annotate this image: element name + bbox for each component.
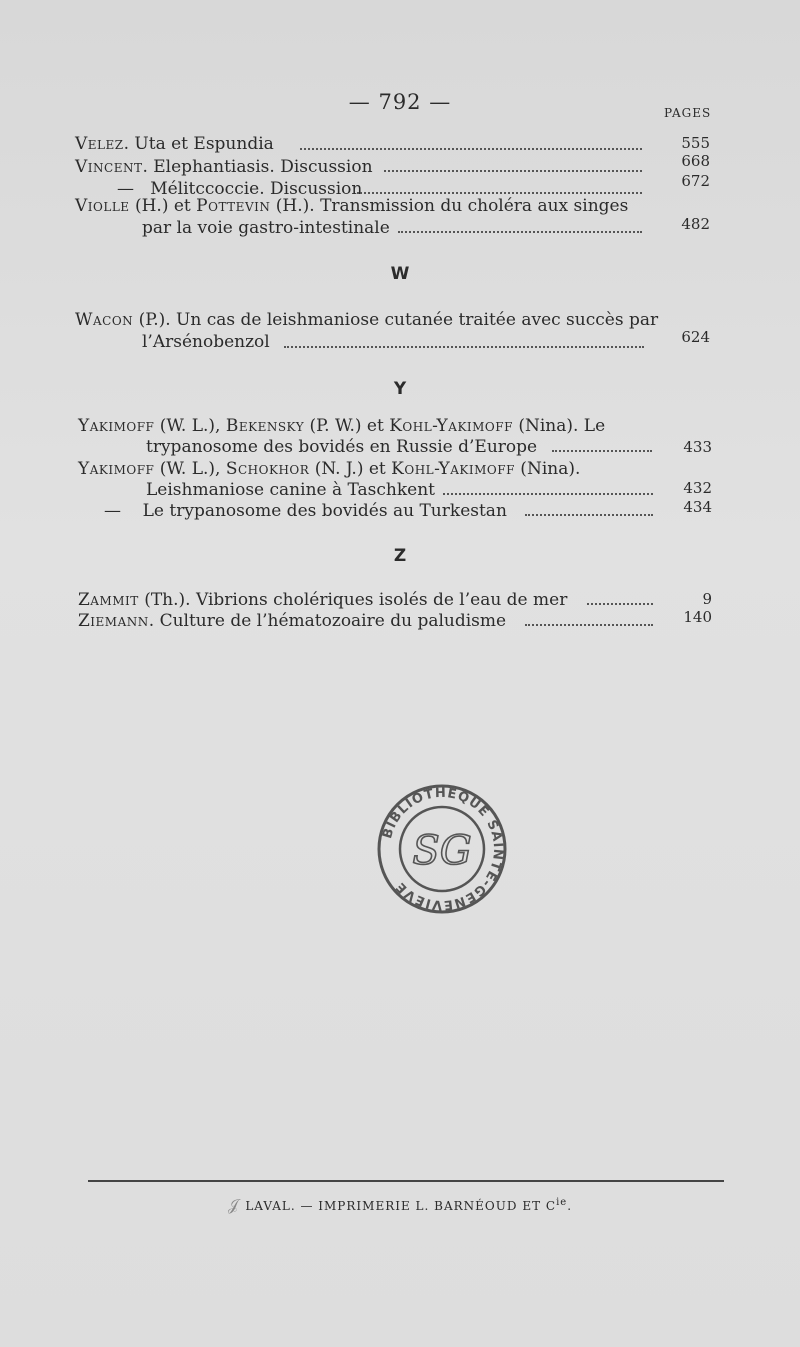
entry-title: (Nina). Le: [512, 416, 606, 436]
entry-title: . Uta et Espundia: [123, 134, 274, 154]
page-ref: 433: [683, 438, 712, 456]
entry-title: . Elephantiasis. Discussion: [142, 157, 373, 177]
library-stamp: [372, 784, 512, 914]
section-letter-w: W: [390, 264, 410, 284]
author-name: Pottevin: [196, 196, 271, 216]
page-ref: 624: [681, 328, 710, 346]
page-ref: 434: [683, 498, 712, 516]
ditto-dash: —: [117, 179, 134, 199]
dot-leader: [398, 231, 642, 233]
entry-continuation: par la voie gastro-intestinale: [142, 218, 390, 238]
ditto-dash: —: [104, 501, 121, 521]
author-name: Yakimoff: [78, 459, 155, 479]
entry-text: (N. J.) et: [309, 459, 392, 479]
author-name: Wacon: [75, 310, 134, 330]
entry-title: (Th.). Vibrions cholériques isolés de l’eau de mer: [138, 590, 568, 610]
entry-title: Le trypanosome des bovidés au Turkestan: [142, 501, 507, 521]
printer-colophon: [0, 1196, 800, 1214]
dot-leader: [525, 514, 653, 516]
entry-text: (P. W.) et: [304, 416, 390, 436]
page-number: — 792 —: [348, 90, 452, 114]
page-ref: 555: [681, 134, 710, 152]
entry-title: (P.). Un cas de leishmaniose cutanée traitée avec succès par: [133, 310, 659, 330]
colophon-superscript: ie: [556, 1197, 568, 1208]
page-ref: 140: [683, 608, 712, 626]
section-letter-y: Y: [393, 379, 407, 399]
entry-title: Mélitccoccie. Discussion: [150, 179, 363, 199]
printer-mark-icon: 𝒥: [227, 1196, 240, 1214]
author-name: Kohl-Yakimoff: [389, 416, 513, 436]
pages-column-label: PAGES: [664, 106, 712, 120]
author-name: Zammit: [78, 590, 139, 610]
author-name: Velez: [75, 134, 124, 154]
entry-continuation: Leishmaniose canine à Taschkent: [146, 480, 436, 500]
entry-text: (H.) et: [129, 196, 197, 216]
entry-text: (W. L.),: [154, 416, 226, 436]
dot-leader: [357, 192, 642, 194]
entry-title: (H.). Transmission du choléra aux singes: [270, 196, 629, 216]
colophon-text: LAVAL. — IMPRIMERIE L. BARNÉOUD ET C: [245, 1199, 557, 1213]
dot-leader: [284, 346, 644, 348]
author-name: Kohl-Yakimoff: [391, 459, 515, 479]
page-ref: 9: [702, 590, 712, 608]
dot-leader: [525, 624, 653, 626]
footer-rule: [88, 1180, 724, 1182]
entry-title: (Nina).: [514, 459, 581, 479]
author-name: Ziemann: [78, 611, 149, 631]
entry-continuation: l’Arsénobenzol: [142, 332, 270, 352]
author-name: Yakimoff: [78, 416, 155, 436]
author-name: Vincent: [75, 157, 143, 177]
author-name: Bekensky: [225, 416, 305, 436]
author-name: Schokhor: [225, 459, 310, 479]
dot-leader: [587, 603, 653, 605]
dot-leader: [443, 493, 653, 495]
page-ref: 668: [681, 152, 710, 170]
page-ref: 482: [681, 215, 710, 233]
page-ref: 672: [681, 172, 710, 190]
entry-continuation: trypanosome des bovidés en Russie d’Europe: [146, 437, 538, 457]
dot-leader: [552, 450, 652, 452]
section-letter-z: Z: [393, 546, 407, 566]
author-name: Violle: [75, 196, 130, 216]
colophon-period: .: [567, 1199, 573, 1213]
stamp-monogram: SG: [412, 828, 472, 874]
entry-title: . Culture de l’hématozoaire du paludisme: [148, 611, 507, 631]
stamp-ring-text: BIBLIOTHÈQUE SAINTE-GENEVIÈVE: [380, 785, 506, 913]
dot-leader: [384, 170, 642, 172]
dot-leader: [300, 148, 642, 150]
entry-text: (W. L.),: [154, 459, 226, 479]
page-ref: 432: [683, 479, 712, 497]
